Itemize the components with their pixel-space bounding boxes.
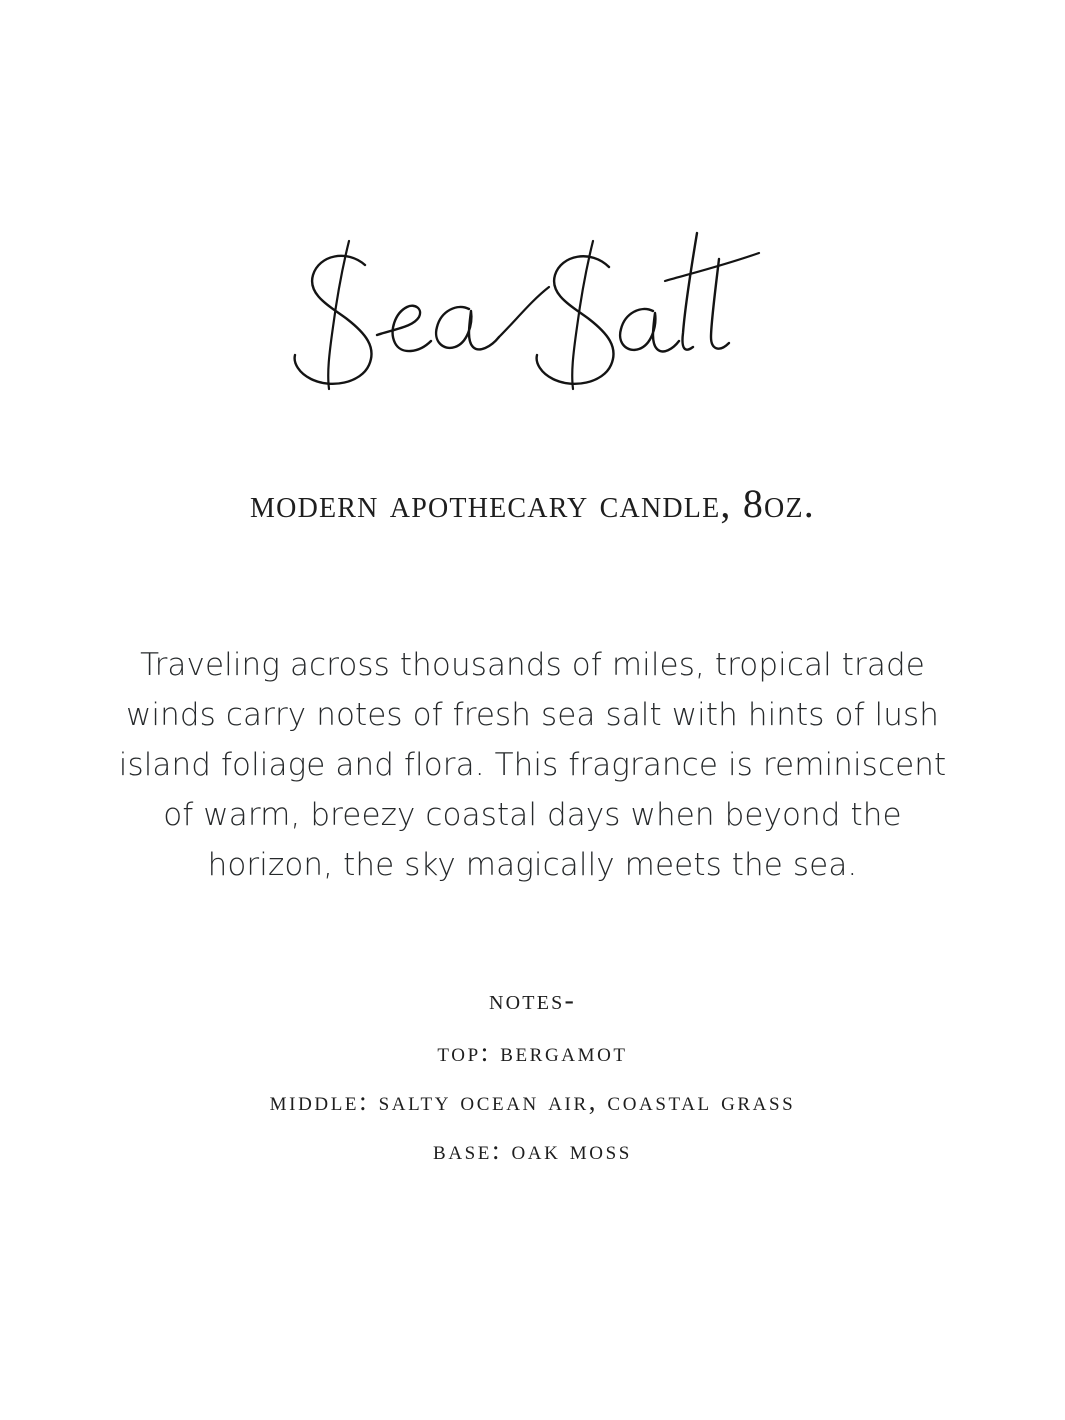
- notes-heading: notes-: [489, 985, 576, 1016]
- note-base: base: oak moss: [433, 1135, 632, 1165]
- note-middle: middle: salty ocean air, coastal grass: [269, 1086, 796, 1116]
- note-top: top: bergamot: [437, 1037, 628, 1067]
- script-title: [0, 215, 1065, 430]
- product-description: Traveling across thousands of miles, tropical trade winds carry notes of fresh sea salt with hints of lush island foliage and flora. This fragrance is reminiscent of warm, breezy coastal days when beyond the horizon, the sky magically meets the sea.: [118, 647, 947, 883]
- fragrance-notes: [0, 985, 1065, 1166]
- product-subtitle: modern apothecary candle, 8oz.: [250, 481, 815, 526]
- sea-salt-script-icon: [273, 223, 793, 423]
